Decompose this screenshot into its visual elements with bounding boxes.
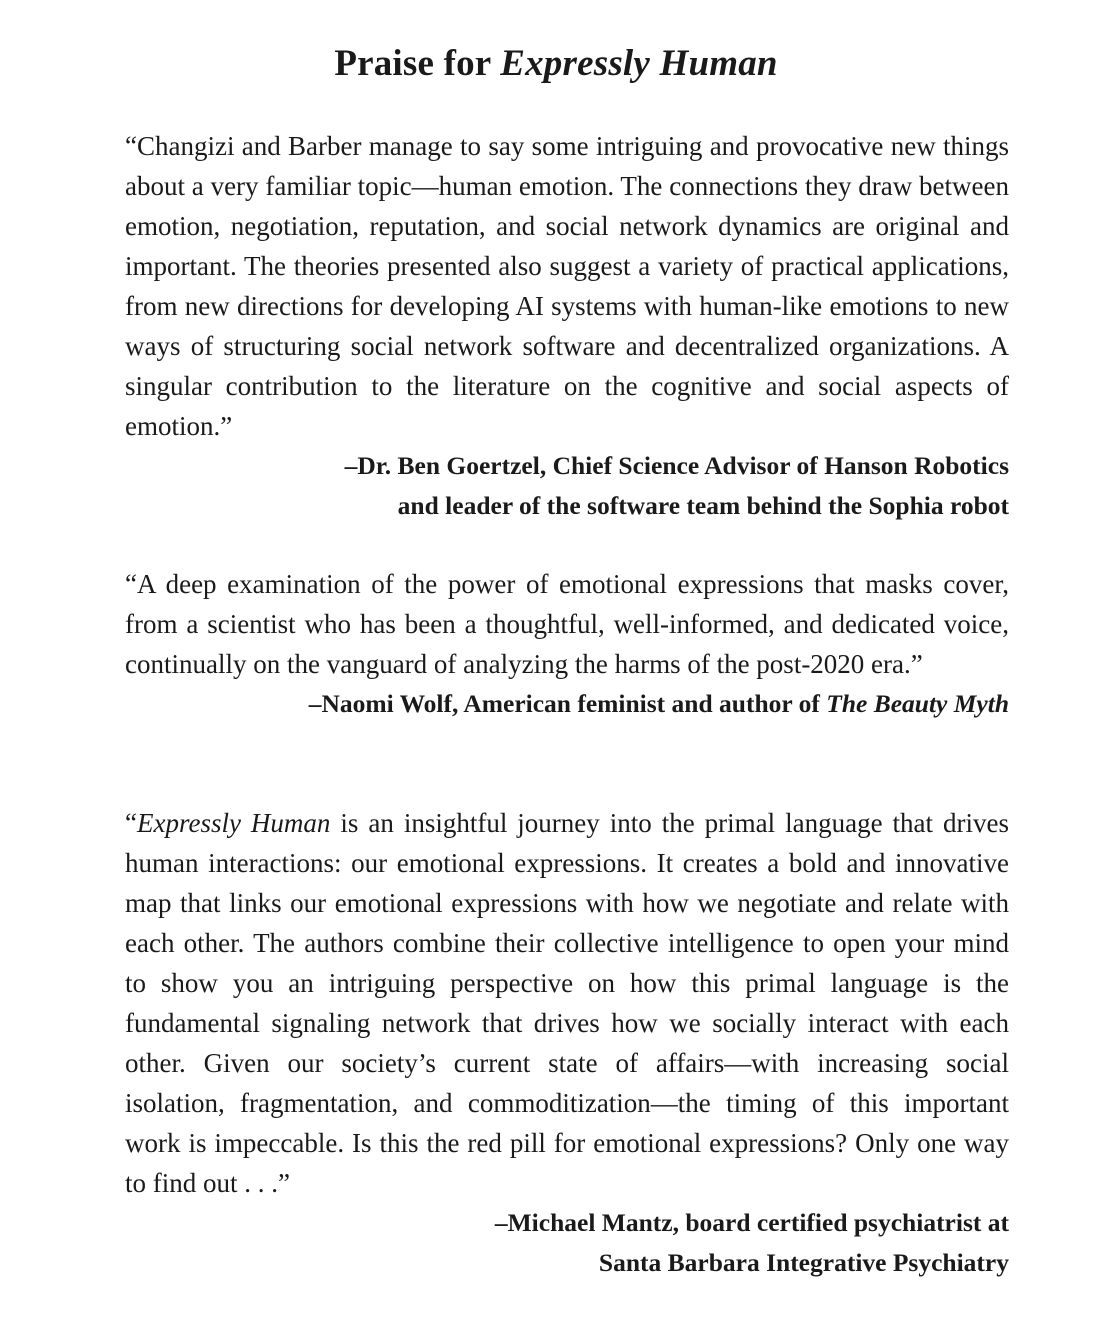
attribution-line: and leader of the software team behind the Sophia robot	[397, 491, 1009, 520]
praise-attribution	[125, 1203, 1009, 1283]
attribution-line	[125, 684, 1009, 724]
title-book-name: Expressly Human	[500, 43, 778, 84]
praise-quote	[125, 803, 1009, 1203]
praise-attribution	[125, 684, 1009, 724]
quote-book-name: Expressly Human	[136, 808, 331, 838]
attribution-line: –Michael Mantz, board certified psychiatrist at	[494, 1208, 1009, 1237]
praise-entry-mantz	[125, 803, 1009, 1283]
praise-quote: “A deep examination of the power of emotional expressions that masks cover, from a scientist who has been a thoughtful, well-informed, and dedicated voice, continually on the vanguard of analyzing the harms of the post-2020 era.”	[125, 569, 1009, 679]
attribution-line: Santa Barbara Integrative Psychiatry	[598, 1248, 1009, 1277]
praise-attribution	[125, 446, 1009, 526]
praise-entry-goertzel	[125, 126, 1009, 526]
praise-quote: “Changizi and Barber manage to say some intriguing and provocative new things about a very familiar topic—human emotion. The connections they draw between emotion, negotiation, reputation, and social network dynamics are original and important. The theories presented also suggest a variety of practical applications, from new directions for developing AI systems with human-like emotions to new ways of structuring social network software and decentralized organizations. A singular contribution to the literature on the cognitive and social aspects of emotion.”	[125, 131, 1009, 441]
attribution-line: –Dr. Ben Goertzel, Chief Science Advisor of Hanson Robotics	[344, 451, 1009, 480]
page-title	[0, 40, 1112, 88]
quote-open-mark: “	[125, 808, 137, 838]
title-prefix: Praise for	[334, 43, 501, 84]
praise-entry-wolf	[125, 564, 1009, 724]
quote-text: is an insightful journey into the primal language that drives human interactions: our emotional expressions. It creates a bold and innovative map that links our emotional expressions with how we negotiate and relate with each other. The authors combine their collective intelligence to open your mind to show you an intriguing perspective on how this primal language is the fundamental signaling network that drives how we socially interact with each other. Given our society’s current state of affairs—with increasing social isolation, fragmentation, and commoditization—the timing of this important work is impeccable. Is this the red pill for emotional expressions? Only one way to find out . . .”	[125, 808, 1009, 1198]
attribution-text: –Naomi Wolf, American feminist and author of	[308, 689, 827, 718]
attribution-book-name: The Beauty Myth	[826, 689, 1009, 718]
